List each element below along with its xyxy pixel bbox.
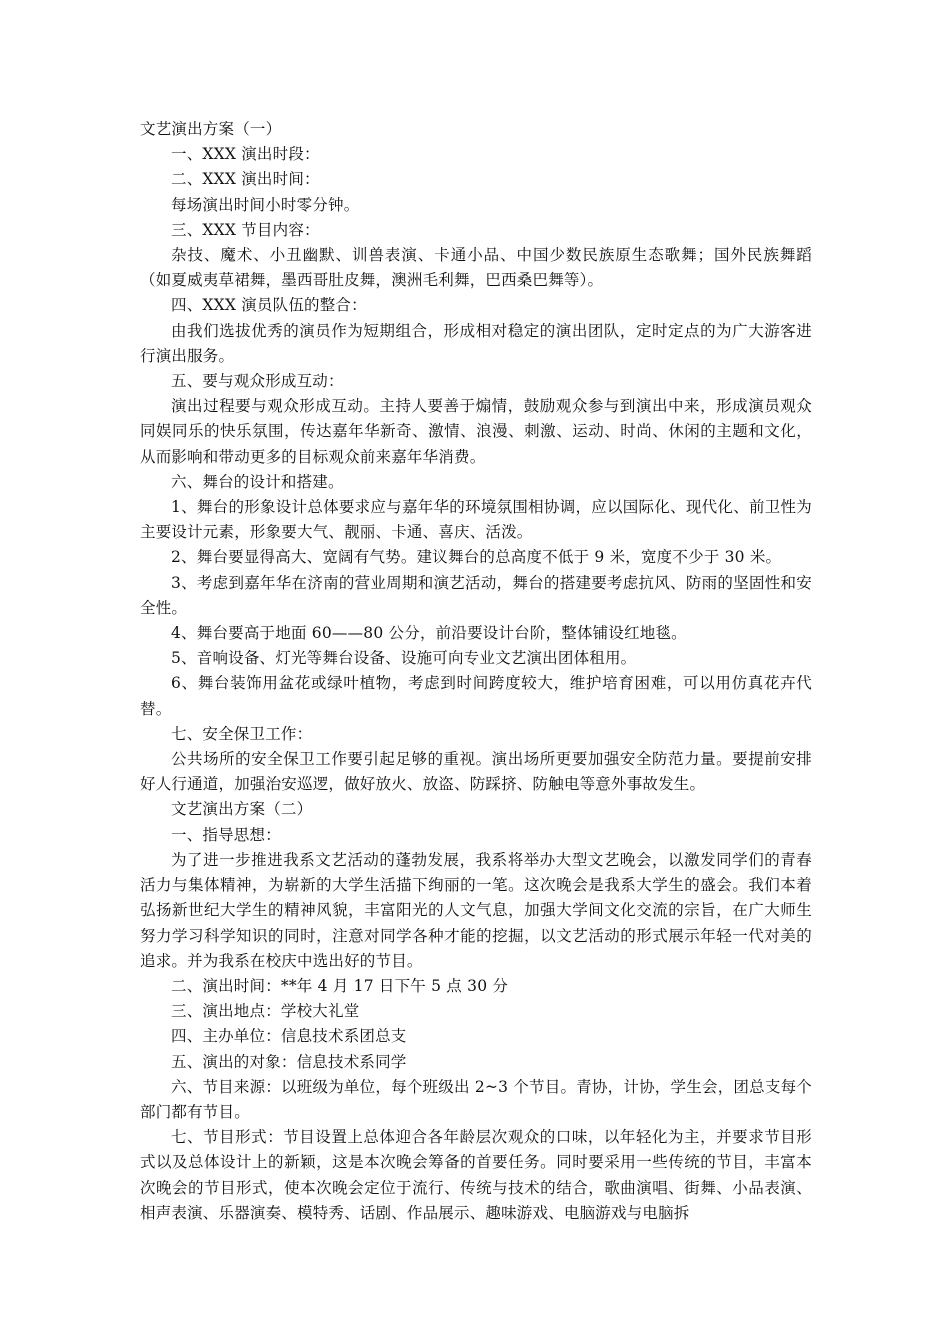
section-heading: 一、XXX 演出时段： bbox=[171, 145, 320, 164]
list-item: 5、音响设备、灯光等舞台设备、设施可向专业文艺演出团体租用。 bbox=[171, 649, 637, 668]
body-paragraph: 演出过程要与观众形成互动。主持人要善于煽情，鼓励观众参与到演出中来，形成演员观众同娱同乐的快乐氛围，传达嘉年华新奇、激情、浪漫、刺激、运动、时尚、休闲的主题和文化，从而影响和带动更多的目标观众前来嘉年华消费。 bbox=[140, 397, 812, 466]
section-heading: 一、指导思想： bbox=[171, 825, 281, 844]
list-item: 1、舞台的形象设计总体要求应与嘉年华的环境氛围相协调，应以国际化、现代化、前卫性为主要设计元素，形象要大气、靓丽、卡通、喜庆、活泼。 bbox=[140, 498, 812, 542]
body-paragraph: 每场演出时间小时零分钟。 bbox=[171, 195, 360, 214]
section-heading: 五、要与观众形成互动： bbox=[171, 372, 344, 391]
list-item: 4、舞台要高于地面 60——80 公分，前沿要设计台阶，整体铺设红地毯。 bbox=[171, 624, 687, 643]
section-heading: 二、XXX 演出时间： bbox=[171, 170, 320, 189]
section-heading: 五、演出的对象：信息技术系同学 bbox=[171, 1052, 407, 1071]
body-paragraph: 七、节目形式：节目设置上总体迎合各年龄层次观众的口味，以年轻化为主，并要求节目形式以及总体设计上的新颖，这是本次晚会筹备的首要任务。同时要采用一些传统的节目，丰富本次晚会的节目形式，使本次晚会定位于流行、传统与技术的结合，歌曲演唱、街舞、小品表演、相声表演、乐器演奏、模特秀、话剧、作品展示、趣味游戏、电脑游戏与电脑拆 bbox=[140, 1128, 812, 1222]
list-item: 2、舞台要显得高大、宽阔有气势。建议舞台的总高度不低于 9 米，宽度不少于 30 米。 bbox=[171, 548, 782, 567]
section-heading: 七、安全保卫工作： bbox=[171, 724, 313, 743]
document-title-1: 文艺演出方案（一） bbox=[140, 120, 282, 138]
body-paragraph: 为了进一步推进我系文艺活动的蓬勃发展，我系将举办大型文艺晚会，以激发同学们的青春活力与集体精神，为崭新的大学生活描下绚丽的一笔。这次晚会是我系大学生的盛会。我们本着弘扬新世纪大学生的精神风貌，丰富阳光的人文气息，加强大学间文化交流的宗旨，在广大师生努力学习科学知识的同时，注意对同学各种才能的挖掘，以文艺活动的形式展示年轻一代对美的追求。并为我系在校庆中选出好的节目。 bbox=[140, 850, 812, 970]
list-item: 6、舞台装饰用盆花或绿叶植物，考虑到时间跨度较大，维护培育困难，可以用仿真花卉代替。 bbox=[140, 674, 812, 718]
section-heading: 六、舞台的设计和搭建。 bbox=[171, 472, 344, 491]
document-page bbox=[140, 117, 812, 1226]
body-paragraph: 公共场所的安全保卫工作要引起足够的重视。演出场所更要加强安全防范力量。要提前安排好人行通道，加强治安巡逻，做好放火、放盗、防踩挤、防触电等意外事故发生。 bbox=[140, 750, 812, 794]
section-heading: 三、演出地点：学校大礼堂 bbox=[171, 1002, 360, 1021]
section-heading: 四、主办单位：信息技术系团总支 bbox=[171, 1027, 407, 1046]
body-paragraph: 六、节目来源：以班级为单位，每个班级出 2~3 个节目。青协，计协，学生会，团总支每个部门都有节目。 bbox=[140, 1077, 812, 1121]
section-heading: 二、演出时间：**年 4 月 17 日下午 5 点 30 分 bbox=[171, 976, 509, 995]
section-heading: 三、XXX 节目内容： bbox=[171, 220, 320, 239]
body-paragraph: 杂技、魔术、小丑幽默、训兽表演、卡通小品、中国少数民族原生态歌舞；国外民族舞蹈（如夏威夷草裙舞，墨西哥肚皮舞，澳洲毛利舞，巴西桑巴舞等）。 bbox=[140, 246, 812, 290]
section-heading: 四、XXX 演员队伍的整合： bbox=[171, 296, 367, 315]
document-title-2: 文艺演出方案（二） bbox=[171, 800, 313, 819]
body-paragraph: 由我们选拔优秀的演员作为短期组合，形成相对稳定的演出团队，定时定点的为广大游客进行演出服务。 bbox=[140, 321, 812, 365]
list-item: 3、考虑到嘉年华在济南的营业周期和演艺活动，舞台的搭建要考虑抗风、防雨的坚固性和安全性。 bbox=[140, 573, 812, 617]
